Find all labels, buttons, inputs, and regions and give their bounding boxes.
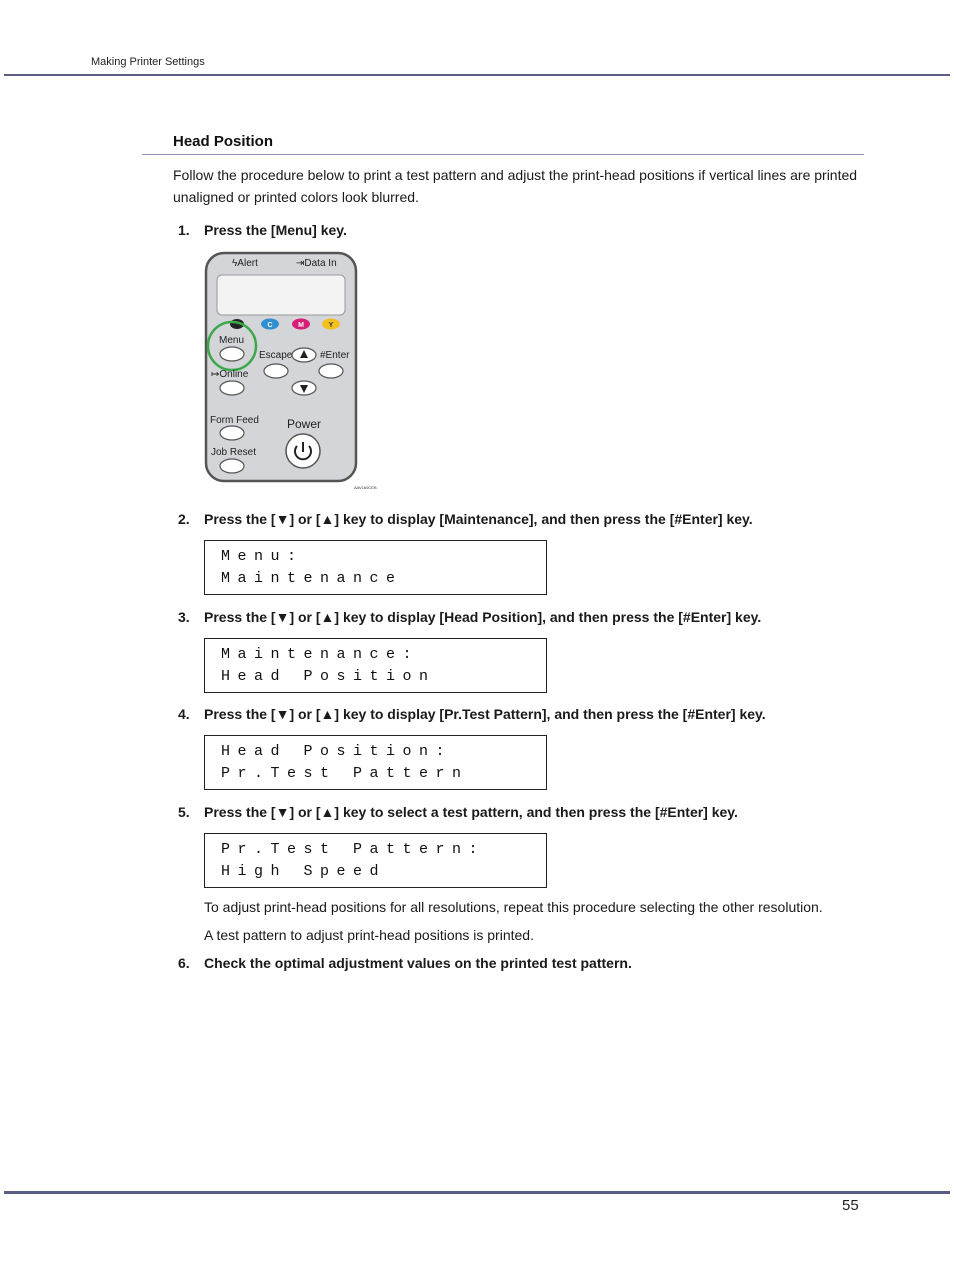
step-text: Press the [▼] or [▲] key to select a test pattern, and then press the [#Enter] key. xyxy=(204,804,738,820)
step-3 xyxy=(178,609,761,625)
lcd-display xyxy=(217,275,345,315)
lcd-line-2: High Speed xyxy=(221,863,387,880)
step-text: Press the [▼] or [▲] key to display [Head Position], and then press the [#Enter] key. xyxy=(204,609,762,625)
power-label: Power xyxy=(287,417,322,431)
section-rule xyxy=(142,154,864,155)
alert-label xyxy=(232,258,258,269)
step-text: Press the [▼] or [▲] key to display [Pr.Test Pattern], and then press the [#Enter] key. xyxy=(204,706,766,722)
step-4 xyxy=(178,706,766,722)
lcd-line-2: Head Position xyxy=(221,668,436,685)
data-in-text: Data In xyxy=(304,258,337,269)
online-key[interactable] xyxy=(220,381,244,395)
step-6 xyxy=(178,955,632,971)
color-y-label: Y xyxy=(328,322,334,329)
step-text: Press the [▼] or [▲] key to display [Maintenance], and then press the [#Enter] key. xyxy=(204,511,753,527)
job-reset-key[interactable] xyxy=(220,459,244,473)
lcd-line-1: Pr.Test Pattern: xyxy=(221,841,486,858)
lcd-step-4 xyxy=(204,735,547,790)
step-text: Check the optimal adjustment values on the printed test pattern. xyxy=(204,955,632,971)
lcd-line-1: Head Position: xyxy=(221,743,453,760)
menu-label: Menu xyxy=(219,335,245,346)
lcd-line-2: Pr.Test Pattern xyxy=(221,765,469,782)
alert-text: Alert xyxy=(237,258,258,269)
escape-key[interactable] xyxy=(264,364,288,378)
data-in-arrow-icon: ⇥ xyxy=(296,258,305,269)
section-title: Head Position xyxy=(173,133,274,150)
job-reset-label: Job Reset xyxy=(211,447,257,458)
enter-label: #Enter xyxy=(320,350,350,361)
step-number: 1. xyxy=(178,222,190,238)
step-1 xyxy=(178,222,347,238)
lcd-line-1: Maintenance: xyxy=(221,646,420,663)
figure-code: AAV160CEB xyxy=(354,485,377,490)
step-number: 5. xyxy=(178,804,190,820)
online-text: Online xyxy=(219,369,249,380)
form-feed-key[interactable] xyxy=(220,426,244,440)
alert-glyph: ϟ xyxy=(232,258,238,269)
step-number: 2. xyxy=(178,511,190,527)
step-text: Press the [Menu] key. xyxy=(204,222,347,238)
form-feed-label: Form Feed xyxy=(210,415,259,426)
note-printed: A test pattern to adjust print-head positions is printed. xyxy=(204,927,534,943)
running-header: Making Printer Settings xyxy=(91,56,205,68)
escape-label: Escape xyxy=(259,350,293,361)
page-number: 55 xyxy=(842,1197,859,1214)
header-rule xyxy=(4,74,950,76)
online-label xyxy=(211,369,249,380)
color-c-label: C xyxy=(267,322,273,329)
intro-paragraph: Follow the procedure below to print a test pattern and adjust the print-head positions if vertical lines are printed unaligned or printed colors look blurred. xyxy=(173,167,858,205)
control-panel-illustration xyxy=(204,251,394,493)
step-2 xyxy=(178,511,753,527)
note-resolutions: To adjust print-head positions for all resolutions, repeat this procedure selecting the other resolution. xyxy=(204,899,823,915)
data-in-label xyxy=(296,258,337,269)
lcd-line-2: Maintenance xyxy=(221,570,403,587)
menu-key[interactable] xyxy=(220,347,244,361)
enter-key[interactable] xyxy=(319,364,343,378)
step-number: 4. xyxy=(178,706,190,722)
footer-rule xyxy=(4,1191,950,1194)
step-number: 3. xyxy=(178,609,190,625)
lcd-step-2 xyxy=(204,540,547,595)
step-number: 6. xyxy=(178,955,190,971)
step-5 xyxy=(178,804,738,820)
online-arrow-icon: ↦ xyxy=(211,369,220,380)
lcd-step-5 xyxy=(204,833,547,888)
color-m-label: M xyxy=(298,322,304,329)
lcd-step-3 xyxy=(204,638,547,693)
lcd-line-1: Menu: xyxy=(221,548,304,565)
